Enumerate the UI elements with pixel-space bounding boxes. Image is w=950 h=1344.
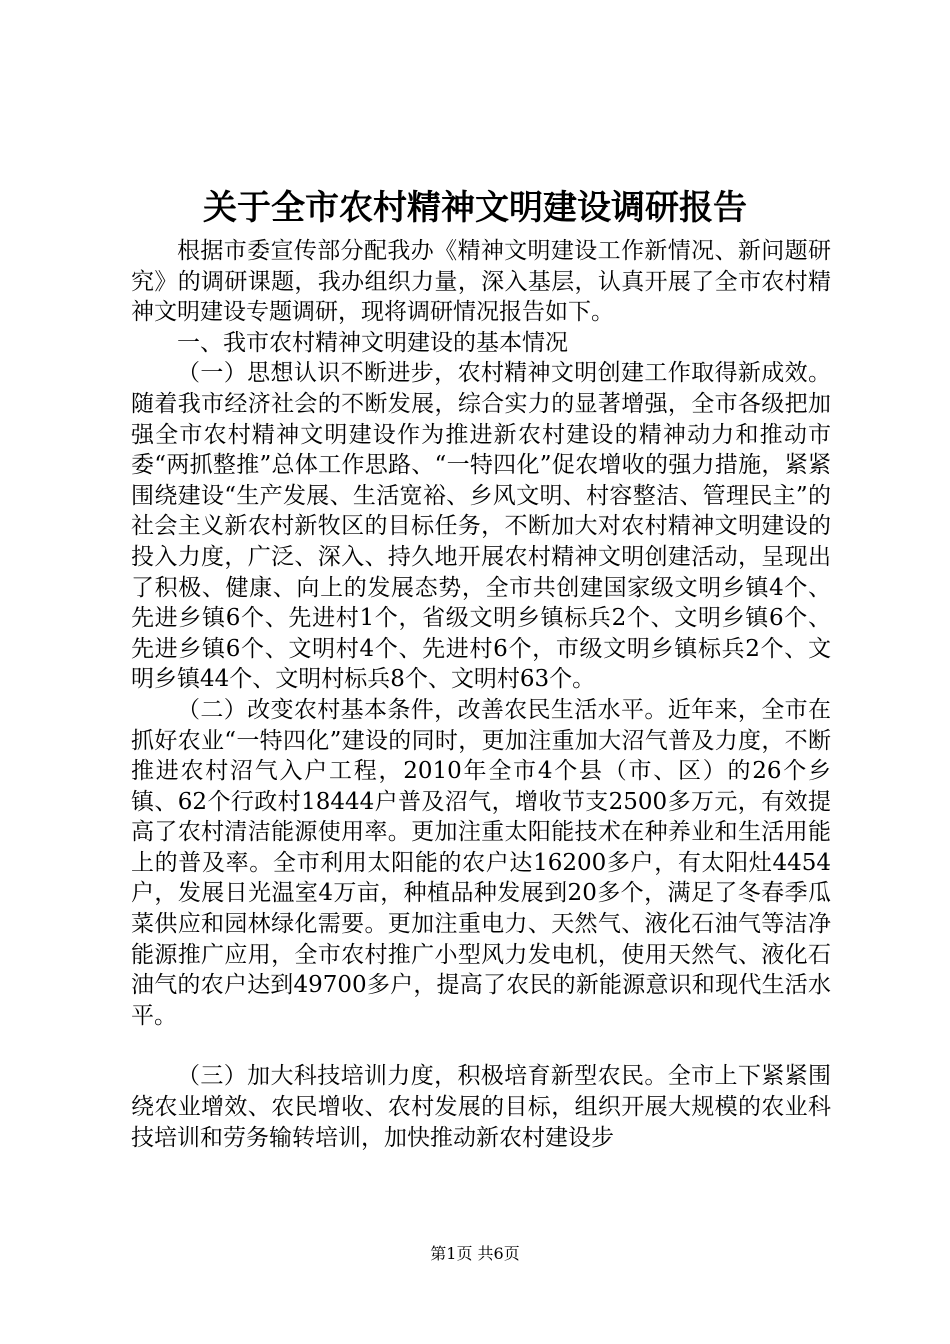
document-title: 关于全市农村精神文明建设调研报告 — [203, 188, 747, 228]
paragraph-section-1-3: （三）加大科技培训力度，积极培育新型农民。全市上下紧紧围绕农业增效、农民增收、农村发展的目标，组织开展大规模的农业科技培训和劳务输转培训，加快推动新农村建设步 — [131, 1063, 831, 1151]
section-heading-1: 一、我市农村精神文明建设的基本情况 — [177, 329, 568, 356]
paragraph-section-1-1: （一）思想认识不断进步，农村精神文明创建工作取得新成效。随着我市经济社会的不断发展，综合实力的显著增强，全市各级把加强全市农村精神文明建设作为推进新农村建设的精神动力和推动市委“两抓整推”总体工作思路、“一特四化”促农增收的强力措施，紧紧围绕建设“生产发展、生活宽裕、乡风文明、村容整洁、管理民主”的社会主义新农村新牧区的目标任务，不断加大对农村精神文明建设的投入力度，广泛、深入、持久地开展农村精神文明创建活动，呈现出了积极、健康、向上的发展态势，全市共创建国家级文明乡镇4个、先进乡镇6个、先进村1个，省级文明乡镇标兵2个、文明乡镇6个、先进乡镇6个、文明村4个、先进村6个，市级文明乡镇标兵2个、文明乡镇44个、文明村标兵8个、文明村63个。 — [131, 360, 831, 693]
intro-paragraph: 根据市委宣传部分配我办《精神文明建设工作新情况、新问题研究》的调研课题，我办组织力量，深入基层，认真开展了全市农村精神文明建设专题调研，现将调研情况报告如下。 — [131, 238, 831, 326]
page-footer: 第1页 共6页 — [430, 1244, 520, 1263]
paragraph-section-1-2: （二）改变农村基本条件，改善农民生活水平。近年来，全市在抓好农业“一特四化”建设的同时，更加注重加大沼气普及力度，不断推进农村沼气入户工程，2010年全市4个县（市、区）的26个乡镇、62个行政村18444户普及沼气，增收节支2500多万元，有效提高了农村清洁能源使用率。更加注重太阳能技术在种养业和生活用能上的普及率。全市利用太阳能的农户达16200多户，有太阳灶4454户，发展日光温室4万亩，种植品种发展到20多个，满足了冬春季瓜菜供应和园林绿化需要。更加注重电力、天然气、液化石油气等洁净能源推广应用，全市农村推广小型风力发电机，使用天然气、液化石油气的农户达到49700多户，提高了农民的新能源意识和现代生活水平。 — [131, 696, 831, 1029]
document-body — [131, 236, 831, 1153]
